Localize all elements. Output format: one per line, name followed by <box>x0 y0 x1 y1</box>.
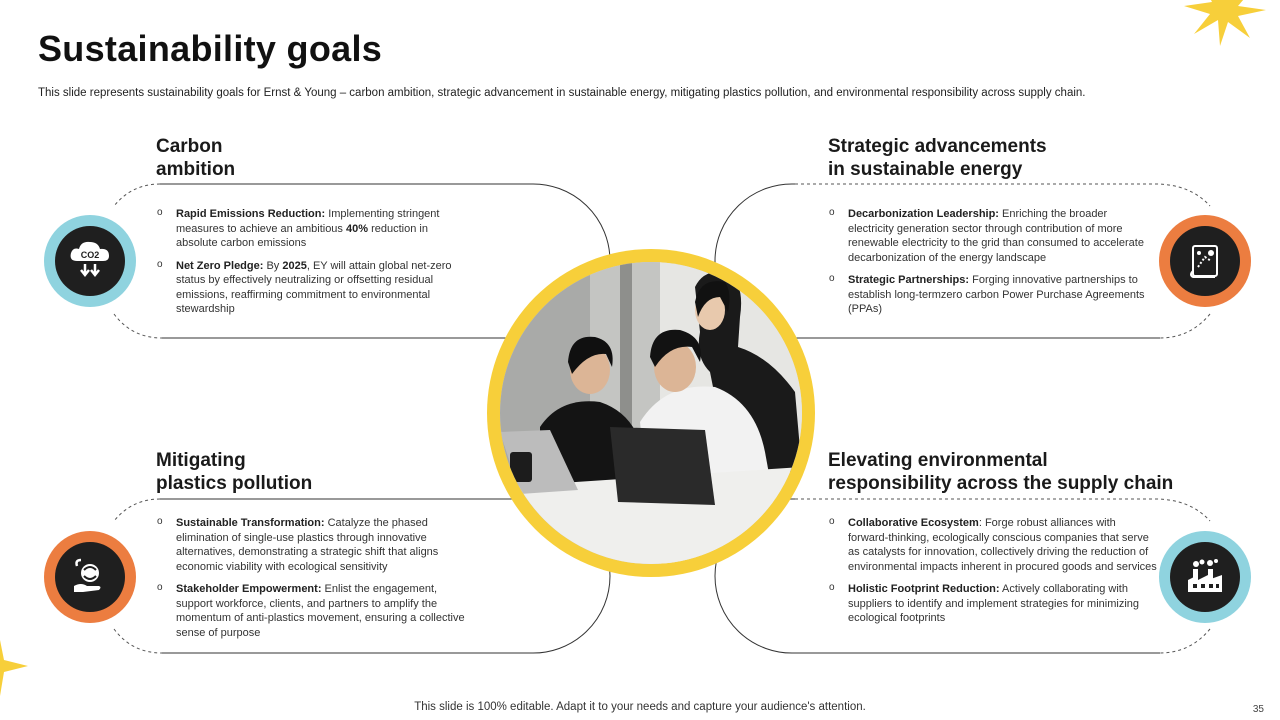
plastics-bullets <box>157 516 472 648</box>
team-photo <box>500 262 802 564</box>
page-title: Sustainability goals <box>38 28 383 69</box>
energy-plan-icon <box>1185 241 1225 281</box>
energy-bullets <box>829 207 1151 325</box>
page-number: 35 <box>1252 704 1264 715</box>
star-decoration-bottom-left <box>0 640 32 696</box>
plastics-title: Mitigating plastics pollution <box>156 450 313 494</box>
list-item: o Net Zero Pledge: By 2025, EY will attain global net-zero status by effectively neutralizing or offsetting residual emissions, reaffirming commitment to environmental stewardship <box>157 259 472 317</box>
co2-reduction-icon <box>67 239 113 283</box>
carbon-title: Carbon ambition <box>156 136 236 180</box>
star-decoration-top-right <box>1180 0 1270 50</box>
energy-icon-badge <box>1159 215 1251 307</box>
plastics-icon-badge <box>44 531 136 623</box>
carbon-bullets <box>157 207 472 325</box>
supply-title: Elevating environmental responsibility across the supply chain <box>828 450 1174 494</box>
factory-emissions-icon <box>1184 556 1226 598</box>
list-item: o Rapid Emissions Reduction: Implementing stringent measures to achieve an ambitious 40% reduction in absolute carbon emissions <box>157 207 472 251</box>
list-item: o Strategic Partnerships: Forging innovative partnerships to establish long-termzero carbon Power Purchase Agreements (PPAs) <box>829 273 1151 317</box>
list-item: o Holistic Footprint Reduction: Actively collaborating with suppliers to identify and implement strategies for minimizing ecological footprints <box>829 582 1159 626</box>
list-item: o Stakeholder Empowerment: Enlist the engagement, support workforce, clients, and partners to amplify the momentum of anti-plastics movement, ensuring a collective sense of purpose <box>157 582 472 640</box>
recycle-hand-icon <box>69 556 111 598</box>
energy-title: Strategic advancements in sustainable energy <box>828 136 1047 180</box>
page-subtitle: This slide represents sustainability goals for Ernst & Young – carbon ambition, strategic advancement in sustainable energy, mitigating plastics pollution, and environmental responsibility across supply chain. <box>38 87 1086 99</box>
list-item: o Collaborative Ecosystem: Forge robust alliances with forward-thinking, ecologically conscious companies that serve as catalysts for innovation, collectively driving the reduction of environmental impacts inherent in procured goods and services <box>829 516 1159 574</box>
list-item: o Decarbonization Leadership: Enriching the broader electricity generation sector through contribution of more renewable electricity to the grid than consumed to accelerate decarbonization of the energy landscape <box>829 207 1151 265</box>
footer-note: This slide is 100% editable. Adapt it to your needs and capture your audience's attention. <box>414 701 866 713</box>
svg-text:CO2: CO2 <box>80 250 100 260</box>
supply-bullets <box>829 516 1159 634</box>
list-item: o Sustainable Transformation: Catalyze the phased elimination of single-use plastics through innovative alternatives, demonstrating a strategic shift that aligns economic viability with ecological sensitivity <box>157 516 472 574</box>
supply-icon-badge <box>1159 531 1251 623</box>
carbon-icon-badge <box>44 215 136 307</box>
